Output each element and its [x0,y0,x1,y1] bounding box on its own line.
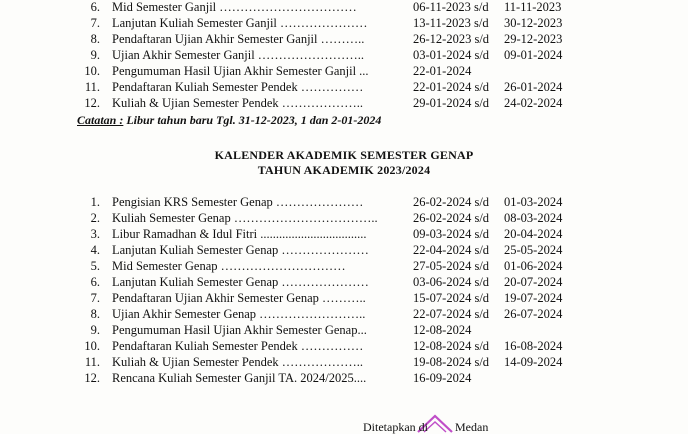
item-start-date: 29-01-2024 s/d [413,96,490,110]
item-end-date: 20-04-2024 [504,227,563,241]
item-start-date: 26-02-2024 s/d [413,211,490,225]
item-label: Pendaftaran Kuliah Semester Pendek …………… [112,80,364,94]
item-start-date: 26-12-2023 s/d [413,32,490,46]
genap-row [0,242,688,258]
item-number: 10. [84,339,100,353]
item-label: Ujian Akhir Semester Genap …………………….. [112,307,366,321]
item-start-date: 15-07-2024 s/d [413,291,490,305]
note-prefix: Catatan : [77,113,124,127]
item-label: Lanjutan Kuliah Semester Ganjil ………………… [112,16,368,30]
item-start-date: 12-08-2024 s/d [413,339,490,353]
item-end-date: 29-12-2023 [504,32,563,46]
item-end-date: 14-09-2024 [504,355,563,369]
item-label: Libur Ramadhan & Idul Fitri .................................. [112,227,367,241]
item-label: Lanjutan Kuliah Semester Genap ………………… [112,275,369,289]
item-label: Pengumuman Hasil Ujian Akhir Semester Ganjil ... [112,64,369,78]
item-end-date: 26-07-2024 [504,307,563,321]
genap-row [0,322,688,338]
item-label: Pendaftaran Kuliah Semester Pendek …………… [112,339,364,353]
ganjil-row [0,0,688,15]
item-end-date: 24-02-2024 [504,96,563,110]
item-number: 9. [90,48,100,62]
item-start-date: 06-11-2023 s/d [413,0,489,14]
item-number: 12. [84,371,100,385]
item-number: 4. [90,243,100,257]
item-end-date: 09-01-2024 [504,48,563,62]
item-end-date: 01-06-2024 [504,259,563,273]
item-number: 7. [90,16,100,30]
note-text: Libur tahun baru Tgl. 31-12-2023, 1 dan 2-01-2024 [123,113,382,127]
genap-row [0,290,688,306]
item-end-date: 25-05-2024 [504,243,563,257]
item-label: Mid Semester Genap ………………………… [112,259,346,273]
item-end-date: 30-12-2023 [504,16,563,30]
item-number: 1. [90,195,100,209]
ganjil-row [0,79,688,95]
item-start-date: 09-03-2024 s/d [413,227,490,241]
ganjil-row [0,15,688,31]
ganjil-row [0,63,688,79]
signature-place-label: Ditetapkan di [363,420,428,434]
item-label: Pendaftaran Ujian Akhir Semester Ganjil ……….. [112,32,365,46]
item-start-date: 13-11-2023 s/d [413,16,489,30]
genap-row [0,258,688,274]
genap-row [0,370,688,386]
ganjil-row [0,31,688,47]
item-number: 3. [90,227,100,241]
item-label: Rencana Kuliah Semester Ganjil TA. 2024/2025.... [112,371,367,385]
ganjil-row [0,47,688,63]
item-label: Kuliah Semester Genap …………………………….. [112,211,378,225]
item-start-date: 22-01-2024 s/d [413,80,490,94]
item-number: 8. [90,32,100,46]
item-start-date: 12-08-2024 [413,323,472,337]
item-label: Lanjutan Kuliah Semester Genap ………………… [112,243,369,257]
item-number: 6. [90,275,100,289]
genap-title-line2: TAHUN AKADEMIK 2023/2024 [257,163,431,177]
genap-row [0,338,688,354]
item-end-date: 08-03-2024 [504,211,563,225]
item-end-date: 26-01-2024 [504,80,563,94]
item-number: 6. [90,0,100,14]
item-start-date: 16-09-2024 [413,371,472,385]
item-start-date: 22-01-2024 [413,64,472,78]
genap-row [0,210,688,226]
item-end-date: 16-08-2024 [504,339,563,353]
item-start-date: 27-05-2024 s/d [413,259,490,273]
signature-city: Medan [455,420,489,434]
item-number: 5. [90,259,100,273]
item-label: Pengumuman Hasil Ujian Akhir Semester Genap... [112,323,367,337]
genap-row [0,194,688,210]
item-number: 8. [90,307,100,321]
item-label: Kuliah & Ujian Semester Pendek ……………….. [112,355,364,369]
genap-row [0,274,688,290]
item-number: 7. [90,291,100,305]
item-number: 11. [84,355,100,369]
genap-row [0,226,688,242]
item-start-date: 03-06-2024 s/d [413,275,490,289]
holiday-note [77,112,381,128]
item-label: Pendaftaran Ujian Akhir Semester Genap ……….. [112,291,366,305]
item-label: Kuliah & Ujian Semester Pendek ……………….. [112,96,364,110]
item-number: 12. [84,96,100,110]
item-number: 9. [90,323,100,337]
item-label: Mid Semester Ganjil …………………………… [112,0,357,14]
item-start-date: 03-01-2024 s/d [413,48,490,62]
item-end-date: 11-11-2023 [504,0,562,14]
genap-title-line1: KALENDER AKADEMIK SEMESTER GENAP [214,148,474,162]
item-start-date: 22-04-2024 s/d [413,243,490,257]
item-number: 10. [84,64,100,78]
item-end-date: 19-07-2024 [504,291,563,305]
item-start-date: 19-08-2024 s/d [413,355,490,369]
item-label: Ujian Akhir Semester Ganjil …………………….. [112,48,365,62]
item-number: 2. [90,211,100,225]
item-end-date: 20-07-2024 [504,275,563,289]
genap-row [0,306,688,322]
item-label: Pengisian KRS Semester Genap ………………… [112,195,364,209]
item-start-date: 22-07-2024 s/d [413,307,490,321]
item-start-date: 26-02-2024 s/d [413,195,490,209]
ganjil-row [0,95,688,111]
genap-row [0,354,688,370]
item-end-date: 01-03-2024 [504,195,563,209]
item-number: 11. [84,80,100,94]
